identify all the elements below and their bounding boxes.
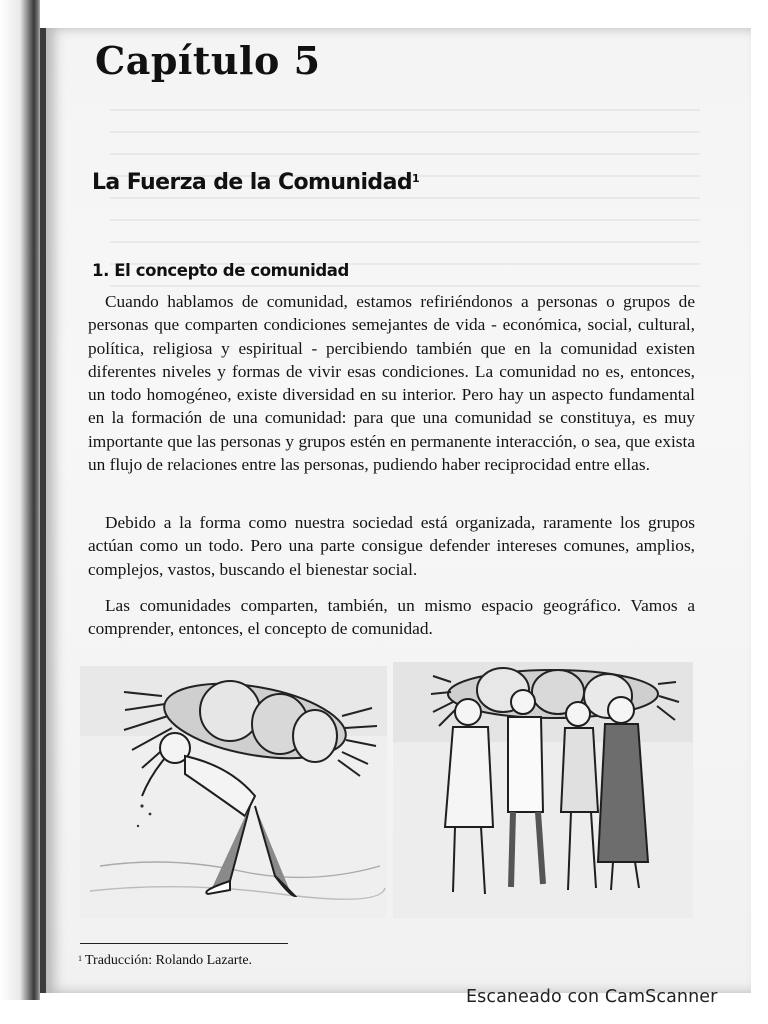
- footnote-divider: [80, 943, 288, 944]
- section-title: [92, 170, 419, 195]
- illustration-group-together: [393, 662, 693, 918]
- footnote-mark: 1: [78, 954, 82, 963]
- subsection-heading: 1. El concepto de comunidad: [92, 261, 349, 280]
- scan-top-margin: [0, 0, 768, 28]
- footnote-reference: 1: [411, 172, 420, 185]
- paragraph: Cuando hablamos de comunidad, estamos refiriéndonos a personas o grupos de personas que comparten condiciones semejantes de vida - económica, social, cultural, política, religiosa y espiritual - percibiendo también que en la comunidad existen diferentes niveles y formas de vivir esas condiciones. La comunidad no es, entonces, un todo homogéneo, existe diversidad en su interior. Pero hay un aspecto fundamental en la formación de una comunidad: para que una comunidad se constituya, es muy importante que las personas y grupos estén en permanente interacción, o sea, que exista un flujo de relaciones entre las personas, pudiendo haber reciprocidad entre ellas.: [88, 292, 695, 475]
- paragraph: Las comunidades comparten, también, un mismo espacio geográfico. Vamos a comprender, entonces, el concepto de comunidad.: [88, 596, 695, 639]
- chapter-title: Capítulo 5: [95, 38, 321, 83]
- paragraph: Debido a la forma como nuestra sociedad está organizada, raramente los grupos actúan como un todo. Pero una parte consigue defender intereses comunes, amplios, complejos, vastos, buscando el bienestar social.: [88, 513, 695, 579]
- footnote: [78, 953, 252, 969]
- section-title-text: La Fuerza de la Comunidad: [92, 170, 412, 195]
- illustration-person-alone: [80, 666, 387, 918]
- illustration-person-alone-drawing: [80, 666, 387, 918]
- scan-binding-shadow: [0, 0, 40, 1000]
- illustration-group-together-drawing: [393, 662, 693, 918]
- footnote-text: Traducción: Rolando Lazarte.: [85, 953, 253, 968]
- camscanner-watermark: Escaneado con CamScanner: [466, 987, 718, 1007]
